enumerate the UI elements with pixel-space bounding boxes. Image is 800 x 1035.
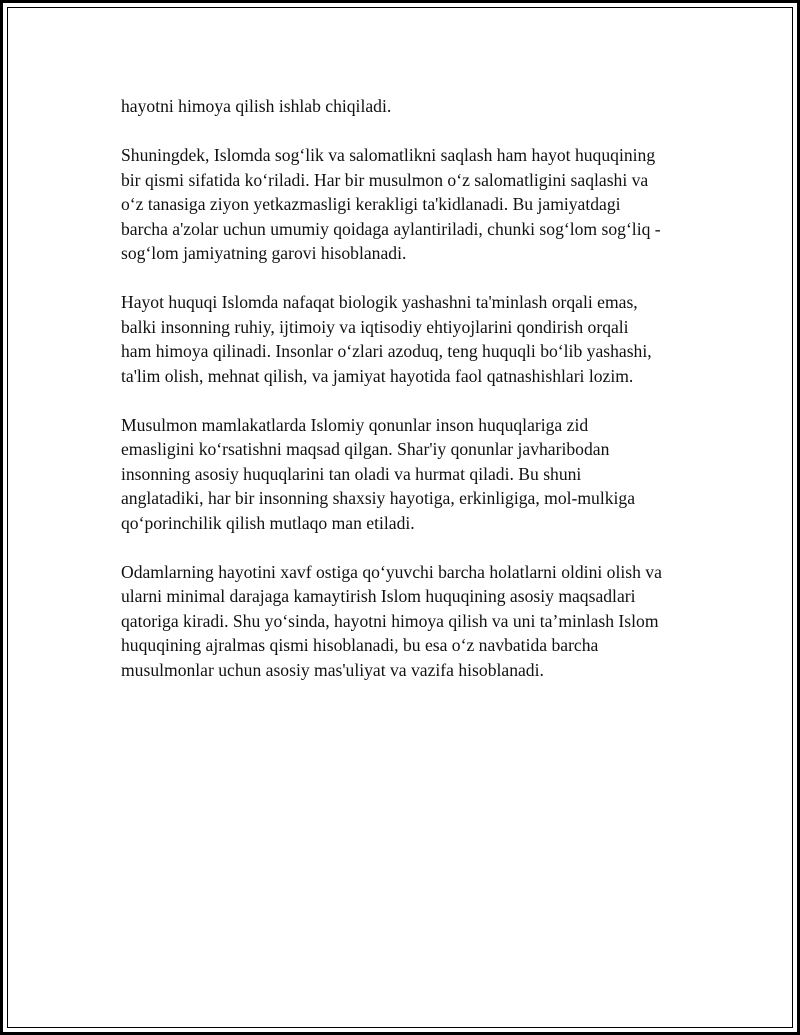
paragraph bbox=[121, 560, 701, 683]
text-line: barcha a'zolar uchun umumiy qoidaga aylantiriladi, chunki sog‘lom sog‘liq - bbox=[121, 218, 661, 239]
text-line: bir qismi sifatida ko‘riladi. Har bir musulmon o‘z salomatligini saqlashi va bbox=[121, 169, 649, 190]
text-line: hayotni himoya qilish ishlab chiqiladi. bbox=[121, 96, 392, 116]
text-line: huquqining ajralmas qismi hisoblanadi, bu esa o‘z navbatida barcha bbox=[121, 635, 599, 655]
text-line: ularni minimal darajaga kamaytirish Islom huquqining asosiy maqsadlari bbox=[121, 586, 636, 606]
text-line: musulmonlar uchun asosiy mas'uliyat va vazifa hisoblanadi. bbox=[121, 659, 544, 680]
text-line: o‘z tanasiga ziyon yetkazmasligi kerakligi ta'kidlanadi. Bu jamiyatdagi bbox=[121, 194, 621, 214]
paragraph bbox=[121, 94, 701, 119]
text-line: Musulmon mamlakatlarda Islomiy qonunlar inson huquqlariga zid bbox=[121, 414, 589, 435]
text-line: Shuningdek, Islomda sog‘lik va salomatlikni saqlash ham hayot huquqining bbox=[121, 145, 656, 165]
text-line: ta'lim olish, mehnat qilish, va jamiyat hayotida faol qatnashishlari lozim. bbox=[121, 365, 634, 386]
text-line: emasligini ko‘rsatishni maqsad qilgan. Shar'iy qonunlar javharibodan bbox=[121, 439, 610, 459]
text-line: anglatadiki, har bir insonning shaxsiy hayotiga, erkinligiga, mol-mulkiga bbox=[121, 488, 636, 508]
text-line: Hayot huquqi Islomda nafaqat biologik yashashni ta'minlash orqali emas, bbox=[121, 292, 638, 312]
text-line: qo‘porinchilik qilish mutlaqo man etiladi. bbox=[121, 512, 415, 533]
paragraph bbox=[121, 290, 701, 388]
text-line: Odamlarning hayotini xavf ostiga qo‘yuvchi barcha holatlarni oldini olish va bbox=[121, 561, 662, 582]
paragraph bbox=[121, 413, 701, 536]
text-line: ham himoya qilinadi. Insonlar o‘zlari azoduq, teng huquqli bo‘lib yashashi, bbox=[121, 341, 652, 361]
paragraph bbox=[121, 143, 701, 266]
text-line: sog‘lom jamiyatning garovi hisoblanadi. bbox=[121, 243, 407, 263]
text-line: qatoriga kiradi. Shu yo‘sinda, hayotni himoya qilish va uni ta’minlash Islom bbox=[121, 610, 659, 631]
text-line: insonning asosiy huquqlarini tan oladi va hurmat qiladi. Bu shuni bbox=[121, 463, 582, 484]
text-line: balki insonning ruhiy, ijtimoiy va iqtisodiy ehtiyojlarini qondirish orqali bbox=[121, 316, 629, 337]
document-body bbox=[121, 94, 701, 707]
